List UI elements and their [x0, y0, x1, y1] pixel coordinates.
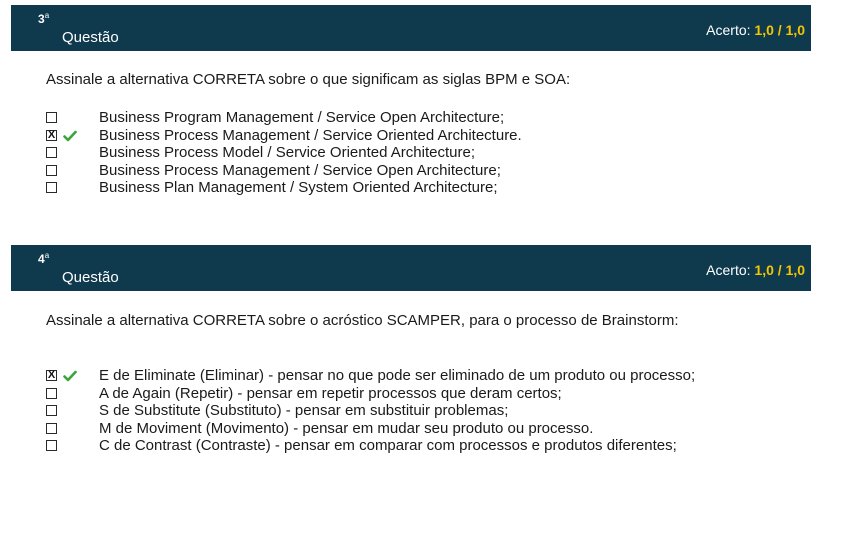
- option-item[interactable]: [46, 109, 806, 127]
- option-text: E de Eliminate (Eliminar) - pensar no que pode ser eliminado de um produto ou processo;: [99, 367, 696, 384]
- options-list: [46, 109, 806, 197]
- option-item[interactable]: [46, 437, 726, 455]
- question-label: Questão: [62, 269, 119, 286]
- option-item[interactable]: [46, 162, 806, 180]
- option-text: Business Process Management / Service Open Architecture;: [99, 161, 501, 179]
- score-value: 1,0 / 1,0: [754, 262, 805, 278]
- checkbox[interactable]: [46, 165, 57, 176]
- option-item[interactable]: [46, 367, 726, 385]
- option-text: Business Process Model / Service Oriented Architecture;: [99, 144, 475, 161]
- checkbox[interactable]: [46, 440, 57, 451]
- question-prompt: Assinale a alternativa CORRETA sobre o acróstico SCAMPER, para o processo de Brainstorm:: [46, 312, 679, 329]
- option-text: S de Substitute (Substituto) - pensar em substituir problemas;: [99, 402, 509, 419]
- score-value: 1,0 / 1,0: [754, 22, 805, 38]
- checkmark-icon: [63, 130, 77, 142]
- question-number: 3$^a$: [38, 11, 50, 26]
- option-item[interactable]: [46, 420, 726, 438]
- x-mark-icon: X: [47, 369, 56, 381]
- checkbox-checked[interactable]: [46, 130, 57, 141]
- option-item[interactable]: [46, 127, 806, 145]
- question-prompt: Assinale a alternativa CORRETA sobre o que significam as siglas BPM e SOA:: [46, 71, 571, 88]
- option-text: A de Again (Repetir) - pensar em repetir processos que deram certos;: [99, 384, 562, 402]
- checkbox[interactable]: [46, 388, 57, 399]
- option-text: Business Plan Management / System Oriented Architecture;: [99, 179, 498, 196]
- question-3: [11, 5, 811, 51]
- option-text: M de Moviment (Movimento) - pensar em mudar seu produto ou processo.: [99, 419, 594, 437]
- question-header: [11, 5, 811, 51]
- options-list: [46, 367, 726, 455]
- checkbox[interactable]: [46, 112, 57, 123]
- score: Acerto: 1,0 / 1,0: [706, 22, 805, 38]
- option-text: Business Process Management / Service Oriented Architecture.: [99, 126, 522, 144]
- option-item[interactable]: [46, 144, 806, 162]
- question-4: [11, 245, 811, 291]
- checkmark-icon: [63, 370, 77, 382]
- score: Acerto: 1,0 / 1,0: [706, 262, 805, 278]
- checkbox[interactable]: [46, 147, 57, 158]
- checkbox-checked[interactable]: [46, 370, 57, 381]
- option-item[interactable]: [46, 385, 726, 403]
- option-text: C de Contrast (Contraste) - pensar em comparar com processos e produtos diferentes;: [99, 437, 677, 454]
- checkbox[interactable]: [46, 423, 57, 434]
- checkbox[interactable]: [46, 182, 57, 193]
- question-number: 4$^a$: [38, 251, 50, 266]
- checkbox[interactable]: [46, 405, 57, 416]
- option-item[interactable]: [46, 179, 806, 197]
- x-mark-icon: X: [47, 128, 56, 141]
- question-label: Questão: [62, 29, 119, 46]
- question-header: [11, 245, 811, 291]
- option-item[interactable]: [46, 402, 726, 420]
- option-text: Business Program Management / Service Open Architecture;: [99, 109, 505, 126]
